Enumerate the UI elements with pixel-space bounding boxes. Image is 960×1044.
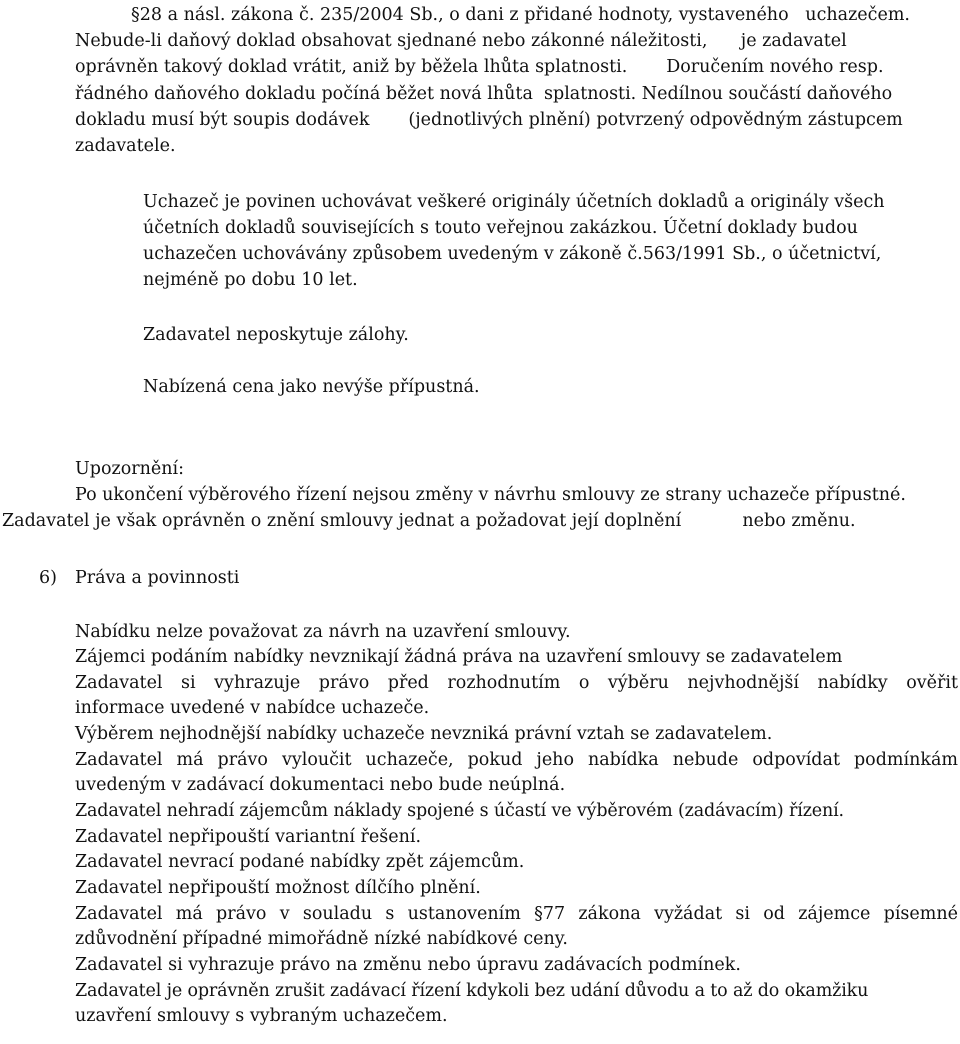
list-item: zdůvodnění případné mimořádně nízké nabídkové ceny. [75,929,568,949]
list-item: Zadavatel nehradí zájemcům náklady spojené s účastí ve výběrovém (zadávacím) řízení. [75,801,844,821]
text-line: účetních dokladů souvisejících s touto veřejnou zakázkou. Účetní doklady budou [143,218,858,238]
list-item: uvedeným v zadávací dokumentaci nebo bude neúplná. [75,775,566,795]
list-item: Zadavatel je oprávněn zrušit zadávací řízení kdykoli bez udání důvodu a to až do okamžiku [75,981,869,1001]
text-line: dokladu musí být soupis dodávek (jednotlivých plnění) potvrzený odpovědným zástupcem [75,110,903,130]
list-item: Zadavatel nepřipouští variantní řešení. [75,827,422,847]
text-line: nejméně po dobu 10 let. [143,270,358,290]
section-title: Práva a povinnosti [75,568,240,588]
text-line: řádného daňového dokladu počíná běžet nová lhůta splatnosti. Nedílnou součástí daňového [75,84,893,104]
list-item: Výběrem nejhodnější nabídky uchazeče nevzniká právní vztah se zadavatelem. [75,724,773,744]
list-item: Zadavatel nevrací podané nabídky zpět zájemcům. [75,852,525,872]
text-line: uchazečen uchovávány způsobem uvedeným v zákoně č.563/1991 Sb., o účetnictví, [143,244,882,264]
section-number: 6) [39,568,57,588]
list-item: informace uvedené v nabídce uchazeče. [75,698,430,718]
warning-label: Upozornění: [75,459,184,479]
text-line: Nebude-li daňový doklad obsahovat sjednané nebo zákonné náležitosti, je zadavatel [75,31,847,51]
list-item: Nabídku nelze považovat za návrh na uzavření smlouvy. [75,622,571,642]
list-item: Zadavatel má právo vyloučit uchazeče, pokud jeho nabídka nebude odpovídat podmínkám [75,750,958,770]
price-cap-text: Nabízená cena jako nevýše přípustná. [143,377,480,397]
list-item: Zájemci podáním nabídky nevznikají žádná práva na uzavření smlouvy se zadavatelem [75,647,843,667]
text-line: Zadavatel je však oprávněn o znění smlouvy jednat a požadovat její doplnění nebo změnu. [2,511,856,531]
text-line: Uchazeč je povinen uchovávat veškeré originály účetních dokladů a originály všech [143,192,885,212]
text-line: oprávněn takový doklad vrátit, aniž by běžela lhůta splatnosti. Doručením nového resp. [75,57,884,77]
list-item: Zadavatel si vyhrazuje právo na změnu nebo úpravu zadávacích podmínek. [75,955,741,975]
text-line: §28 a násl. zákona č. 235/2004 Sb., o dani z přidané hodnoty, vystaveného uchazečem. [131,5,910,25]
list-item: Zadavatel nepřipouští možnost dílčího plnění. [75,878,481,898]
text-line: zadavatele. [75,136,176,156]
no-advance-payment-text: Zadavatel neposkytuje zálohy. [143,325,409,345]
list-item: uzavření smlouvy s vybraným uchazečem. [75,1006,448,1026]
text-line: Po ukončení výběrového řízení nejsou změny v návrhu smlouvy ze strany uchazeče přípustné. [75,485,906,505]
list-item: Zadavatel má právo v souladu s ustanovením §77 zákona vyžádat si od zájemce písemné [75,904,958,924]
list-item: Zadavatel si vyhrazuje právo před rozhodnutím o výběru nejvhodnější nabídky ověřit [75,673,958,693]
